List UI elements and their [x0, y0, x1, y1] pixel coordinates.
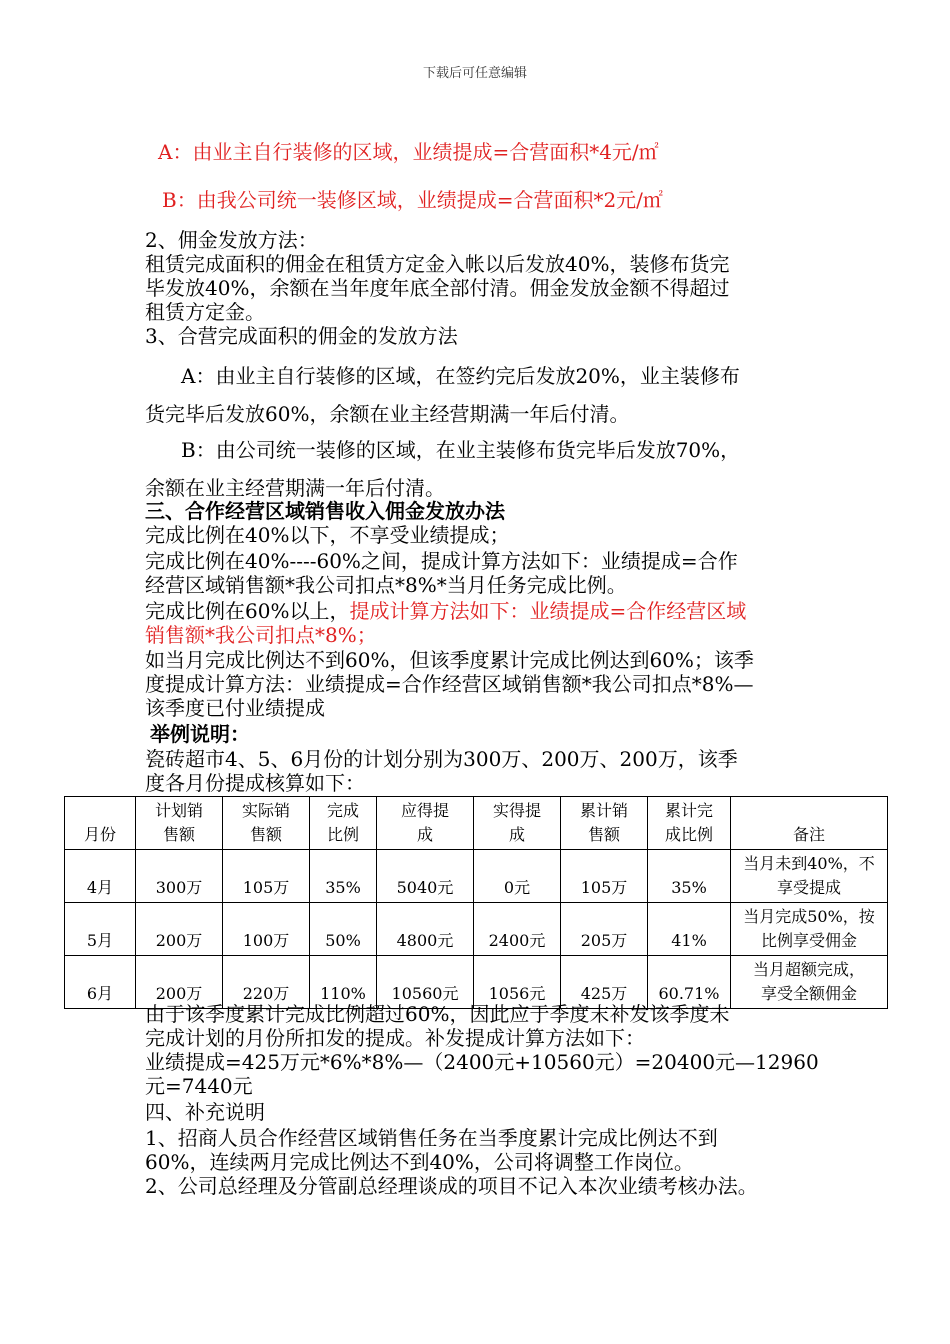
- formula-line: 元=7440元: [145, 1074, 253, 1098]
- table-cell: 4月: [65, 850, 136, 903]
- paragraph-line: 该季度已付业绩提成: [145, 696, 325, 720]
- paragraph-line: 完成计划的月份所扣发的提成。补发提成计算方法如下：: [145, 1026, 645, 1050]
- paragraph-line: A：由业主自行装修的区域，在签约完后发放20%，业主装修布: [181, 364, 740, 388]
- table-cell: 110%: [310, 956, 377, 1009]
- table-cell: 6月: [65, 956, 136, 1009]
- paragraph-line: 经营区域销售额*我公司扣点*8%*当月任务完成比例。: [145, 573, 627, 597]
- red-paragraph-line: 销售额*我公司扣点*8%；: [145, 623, 377, 647]
- table-cell: 35%: [310, 850, 377, 903]
- table-cell: 200万: [136, 956, 223, 1009]
- red-text-segment: 提成计算方法如下：业绩提成=合作经营区域: [349, 599, 747, 623]
- page-header-note: 下载后可任意编辑: [422, 66, 527, 81]
- table-header-row: [65, 797, 888, 850]
- table-row: [65, 956, 888, 1009]
- paragraph-line: 瓷砖超市4、5、6月份的计划分别为300万、200万、200万，该季: [145, 747, 738, 771]
- formula-line: 业绩提成=425万元*6%*8%—（2400元+10560元）=20400元—12960: [145, 1050, 819, 1074]
- header-cell: 实际销 售额: [223, 797, 310, 850]
- header-cell: 应得提 成: [377, 797, 474, 850]
- note-cell: 当月超额完成， 享受全额佣金: [731, 956, 888, 1009]
- paragraph-line: [145, 599, 746, 623]
- table-cell: 4800元: [377, 903, 474, 956]
- header-cell: 计划销 售额: [136, 797, 223, 850]
- paragraph-line: 租赁方定金。: [145, 300, 265, 324]
- commission-table: [64, 796, 888, 1009]
- table-cell: 60.71%: [648, 956, 731, 1009]
- paragraph-line: 度提成计算方法：业绩提成=合作经营区域销售额*我公司扣点*8%—: [145, 672, 754, 696]
- section-4-title: 四、补充说明: [145, 1100, 265, 1124]
- header-cell: 备注: [731, 797, 888, 850]
- table-cell: 5040元: [377, 850, 474, 903]
- section-2-title: 2、佣金发放方法：: [145, 228, 318, 252]
- paragraph-line: 完成比例在40%以下，不享受业绩提成；: [145, 523, 510, 547]
- table-cell: 0元: [474, 850, 561, 903]
- section-three-heading: 三、合作经营区域销售收入佣金发放办法: [145, 499, 505, 523]
- table-cell: 220万: [223, 956, 310, 1009]
- table-row: [65, 850, 888, 903]
- paragraph-line: 度各月份提成核算如下：: [145, 771, 365, 795]
- header-cell: 累计完 成比例: [648, 797, 731, 850]
- table-cell: 205万: [561, 903, 648, 956]
- paragraph-line: 如当月完成比例达不到60%，但该季度累计完成比例达到60%；该季: [145, 648, 754, 672]
- table-cell: 300万: [136, 850, 223, 903]
- paragraph-line: 60%，连续两月完成比例达不到40%，公司将调整工作岗位。: [145, 1150, 694, 1174]
- paragraph-line: 毕发放40%，余额在当年度年底全部付清。佣金发放金额不得超过: [145, 276, 730, 300]
- table-cell: 105万: [561, 850, 648, 903]
- section-3-title: 3、合营完成面积的佣金的发放方法: [145, 324, 458, 348]
- table-cell: 10560元: [377, 956, 474, 1009]
- paragraph-line: 完成比例在40%----60%之间，提成计算方法如下：业绩提成=合作: [145, 549, 738, 573]
- table-cell: 50%: [310, 903, 377, 956]
- paragraph-line: 租赁完成面积的佣金在租赁方定金入帐以后发放40%，装修布货完: [145, 252, 730, 276]
- table-row: [65, 903, 888, 956]
- paragraph-line: 货完毕后发放60%，余额在业主经营期满一年后付清。: [145, 402, 630, 426]
- table-cell: 200万: [136, 903, 223, 956]
- table-cell: 2400元: [474, 903, 561, 956]
- text-segment: 完成比例在60%以上，: [145, 599, 350, 623]
- table-cell: 425万: [561, 956, 648, 1009]
- note-cell: 当月未到40%，不 享受提成: [731, 850, 888, 903]
- header-cell: 实得提 成: [474, 797, 561, 850]
- header-cell: 累计销 售额: [561, 797, 648, 850]
- paragraph-line: 由于该季度累计完成比例超过60%，因此应于季度末补发该季度未: [145, 1002, 730, 1026]
- example-heading: 举例说明：: [150, 722, 250, 746]
- table-cell: 105万: [223, 850, 310, 903]
- header-cell: 完成 比例: [310, 797, 377, 850]
- table-cell: 35%: [648, 850, 731, 903]
- paragraph-line: B：由公司统一装修的区域，在业主装修布货完毕后发放70%，: [181, 438, 741, 462]
- paragraph-line: 2、公司总经理及分管副总经理谈成的项目不记入本次业绩考核办法。: [145, 1174, 758, 1198]
- table-cell: 5月: [65, 903, 136, 956]
- table-cell: 41%: [648, 903, 731, 956]
- table-cell: 1056元: [474, 956, 561, 1009]
- red-line-a: A：由业主自行装修的区域，业绩提成=合营面积*4元/㎡: [158, 140, 659, 164]
- red-line-b: B：由我公司统一装修区域，业绩提成=合营面积*2元/㎡: [162, 188, 663, 212]
- header-cell: 月份: [65, 797, 136, 850]
- paragraph-line: 1、招商人员合作经营区域销售任务在当季度累计完成比例达不到: [145, 1126, 718, 1150]
- note-cell: 当月完成50%，按 比例享受佣金: [731, 903, 888, 956]
- paragraph-line: 余额在业主经营期满一年后付清。: [145, 476, 445, 500]
- table-cell: 100万: [223, 903, 310, 956]
